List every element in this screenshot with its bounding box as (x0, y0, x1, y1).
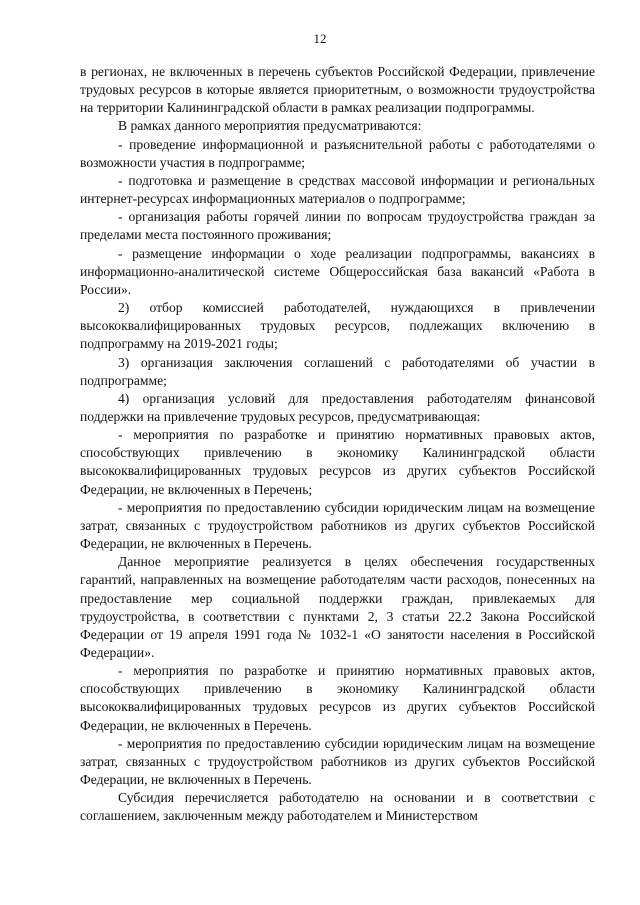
numbered-item: 3) организация заключения соглашений с работодателями об участии в подпрограмме; (80, 354, 595, 388)
list-item: - размещение информации о ходе реализации подпрограммы, вакансиях в информационно-аналитической системе Общероссийская база вакансий «Работа в России». (80, 245, 595, 297)
list-item: - проведение информационной и разъяснительной работы с работодателями о возможности участия в подпрограмме; (80, 136, 595, 170)
document-body (80, 63, 595, 826)
page-number: 12 (313, 31, 327, 46)
paragraph: В рамках данного мероприятия предусматриваются: (118, 118, 422, 134)
paragraph: Данное мероприятие реализуется в целях обеспечения государственных гарантий, направленных на возмещение работодателям части расходов, понесенных на предоставление мер социальной поддержки граждан, привлекаемых для трудоустройства, в соответствии с пунктами 2, 3 статьи 22.2 Закона Российской Федерации от 19 апреля 1991 года № 1032-1 «О занятости населения в Российской Федерации». (80, 554, 595, 660)
list-item: - мероприятия по предоставлению субсидии юридическим лицам на возмещение затрат, связанных с трудоустройством работников из других субъектов Российской Федерации, не включенных в Перечень. (80, 499, 595, 552)
list-item: - организация работы горячей линии по вопросам трудоустройства граждан за пределами места постоянного проживания; (80, 209, 595, 243)
numbered-item: 4) организация условий для предоставления работодателям финансовой поддержки на привлечение трудовых ресурсов, предусматривающая: (80, 390, 595, 424)
list-item: - мероприятия по разработке и принятию нормативных правовых актов, способствующих привлечению в экономику Калининградской области высококвалифицированных трудовых ресурсов из других субъектов Российской Федерации, не включенных в Перечень; (80, 427, 595, 497)
paragraph: в регионах, не включенных в перечень субъектов Российской Федерации, привлечение трудовых ресурсов в которые является приоритетным, о возможности трудоустройства на территории Калининградской области в рамках реализации подпрограммы. (80, 64, 595, 116)
paragraph: Субсидия перечисляется работодателю на основании и в соответствии с соглашением, заключенным между работодателем и Министерством (80, 790, 595, 824)
numbered-item: 2) отбор комиссией работодателей, нуждающихся в привлечении высококвалифицированных трудовых ресурсов, подлежащих включению в подпрограмму на 2019-2021 годы; (80, 300, 595, 352)
list-item: - мероприятия по разработке и принятию нормативных правовых актов, способствующих привлечению в экономику Калининградской области высококвалифицированных трудовых ресурсов из других субъектов Российской Федерации, не включенных в Перечень. (80, 663, 595, 733)
list-item: - мероприятия по предоставлению субсидии юридическим лицам на возмещение затрат, связанных с трудоустройством работников из других субъектов Российской Федерации, не включенных в Перечень. (80, 735, 595, 788)
list-item: - подготовка и размещение в средствах массовой информации и региональных интернет-ресурсах информационных материалов о подпрограмме; (80, 172, 595, 207)
